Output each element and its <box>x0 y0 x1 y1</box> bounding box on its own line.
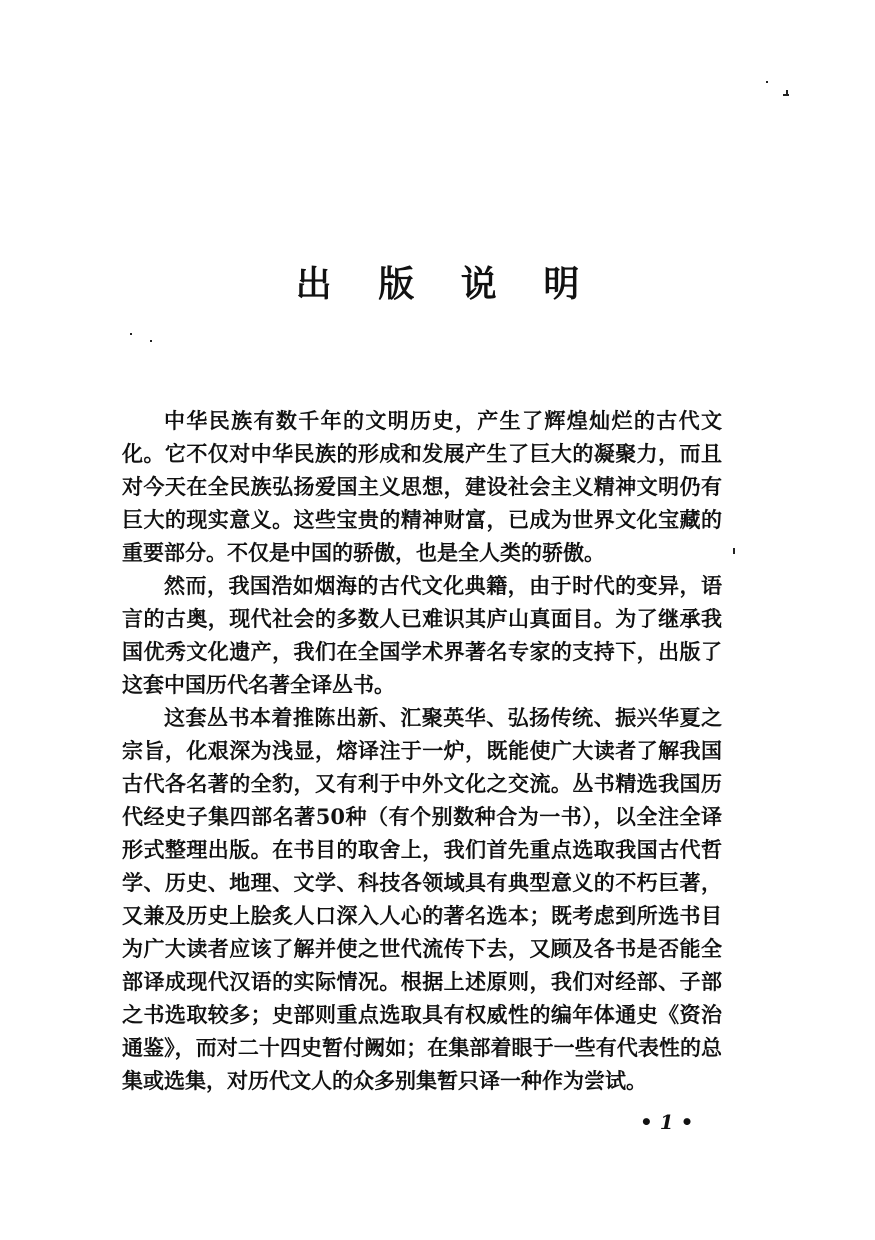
paragraph-1 <box>122 404 722 569</box>
text-line: 这套丛书本着推陈出新、汇聚英华、弘扬传统、振兴华夏之 <box>164 705 722 730</box>
page-number: • 1 • <box>640 1110 694 1134</box>
text-line: 形式整理出版。在书目的取舍上，我们首先重点选取我国古代哲 <box>122 837 722 862</box>
scan-speck <box>733 548 735 554</box>
scan-speck <box>786 90 788 95</box>
text-line: 言的古奥，现代社会的多数人已难识其庐山真面目。为了继承我 <box>122 606 722 631</box>
text-line: 部译成现代汉语的实际情况。根据上述原则，我们对经部、子部 <box>122 969 722 994</box>
scan-speck <box>766 81 768 83</box>
text-line: 国优秀文化遗产，我们在全国学术界著名专家的支持下，出版了 <box>122 639 722 664</box>
text-line: 宗旨，化艰深为浅显，熔译注于一炉，既能使广大读者了解我国 <box>122 738 722 763</box>
text-line: 又兼及历史上脍炙人口深入人心的著名选本；既考虑到所选书目 <box>122 903 722 928</box>
text-line: 通鉴》，而对二十四史暂付阙如；在集部着眼于一些有代表性的总 <box>122 1035 722 1060</box>
title-char: 版 <box>378 263 415 305</box>
text-line: 之书选取较多；史部则重点选取具有权威性的编年体通史《资治 <box>122 1002 722 1027</box>
text-line: 对今天在全民族弘扬爱国主义思想，建设社会主义精神文明仍有 <box>122 474 722 499</box>
text-line: 古代各名著的全豹，又有利于中外文化之交流。丛书精选我国历 <box>122 771 722 796</box>
text-line: 代经史子集四部名著50种（有个别数种合为一书），以全注全译 <box>122 804 722 829</box>
paragraph-2 <box>122 569 722 701</box>
title-char: 出 <box>295 263 332 305</box>
text-line: 巨大的现实意义。这些宝贵的精神财富，已成为世界文化宝藏的 <box>122 507 722 532</box>
page-title <box>0 256 875 307</box>
text-line: 为广大读者应该了解并使之世代流传下去，又顾及各书是否能全 <box>122 936 722 961</box>
paragraph-3 <box>122 701 722 1097</box>
title-char: 明 <box>543 263 580 305</box>
scan-speck <box>130 333 132 335</box>
body-text <box>122 404 722 1097</box>
text-line: 然而，我国浩如烟海的古代文化典籍，由于时代的变异，语 <box>164 573 722 598</box>
text-line: 中华民族有数千年的文明历史，产生了辉煌灿烂的古代文 <box>164 408 722 433</box>
text-line: 这套中国历代名著全译丛书。 <box>122 672 395 697</box>
text-line: 重要部分。不仅是中国的骄傲，也是全人类的骄傲。 <box>122 540 605 565</box>
title-char: 说 <box>460 263 497 305</box>
text-line: 学、历史、地理、文学、科技各领域具有典型意义的不朽巨著， <box>122 870 722 895</box>
scan-speck <box>150 340 152 342</box>
text-line: 化。它不仅对中华民族的形成和发展产生了巨大的凝聚力，而且 <box>122 441 722 466</box>
text-line: 集或选集，对历代文人的众多别集暂只译一种作为尝试。 <box>122 1068 647 1093</box>
